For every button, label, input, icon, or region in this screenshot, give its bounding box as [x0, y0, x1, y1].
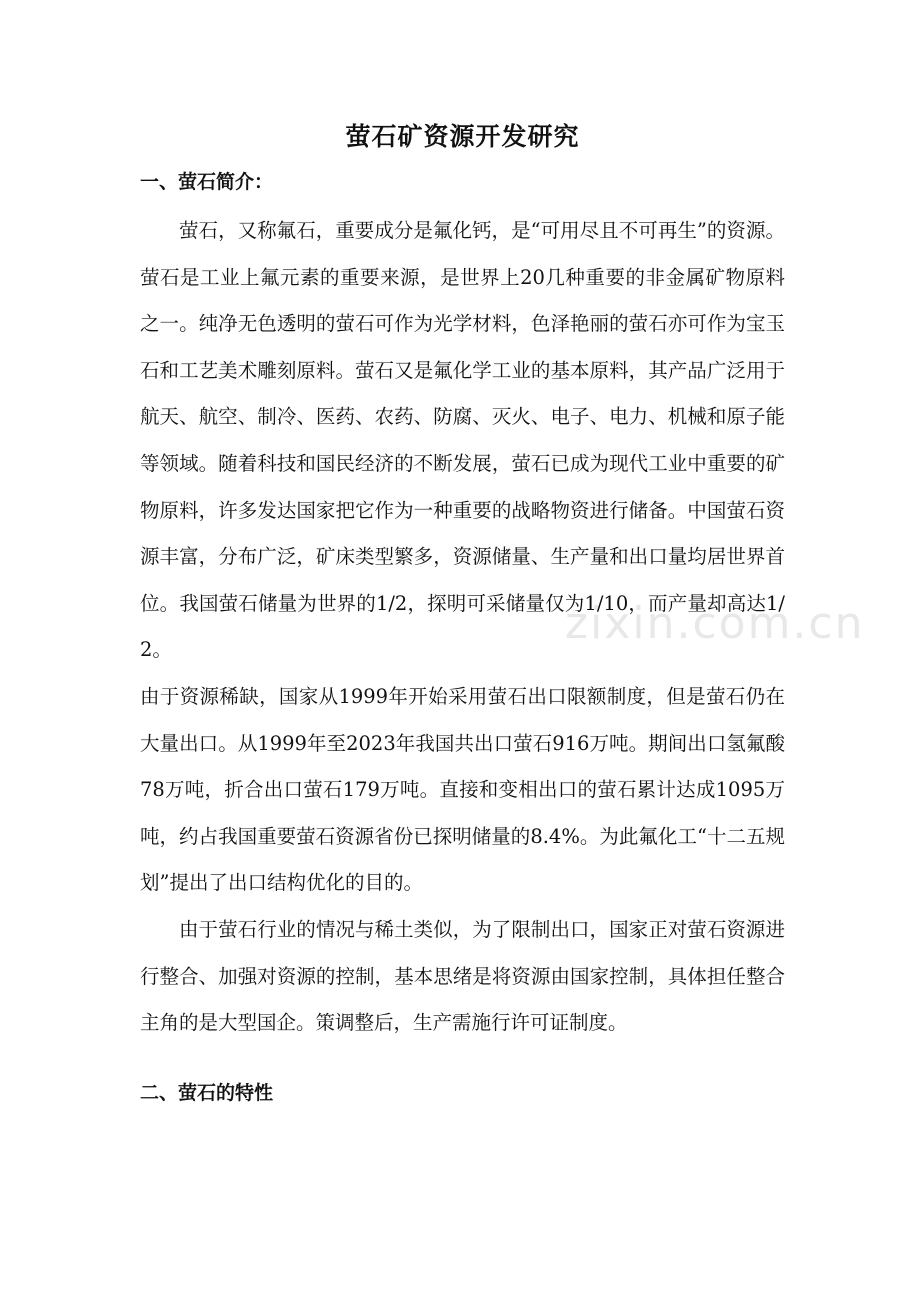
- paragraph-resource-integration: 由于萤石行业的情况与稀土类似，为了限制出口，国家正对萤石资源进行整合、加强对资源的控制，基本思绪是将资源由国家控制，具体担任整合主角的是大型国企。策调整后，生产需施行许可证制度。: [140, 917, 785, 1035]
- section-spacer: [140, 1047, 785, 1079]
- paragraph-intro: 萤石，又称氟石，重要成分是氟化钙，是“可用尽且不可再生”的资源。萤石是工业上氟元素的重要来源，是世界上20几种重要的非金属矿物原料之一。纯净无色透明的萤石可作为光学材料，色泽艳丽的萤石亦可作为宝玉石和工艺美术雕刻原料。萤石又是氟化学工业的基本原料，其产品广泛用于航天、航空、制冷、医药、农药、防腐、灭火、电子、电力、机械和原子能等领域。随着科技和国民经济的不断发展，萤石已成为现代工业中重要的矿物原料，许多发达国家把它作为一种重要的战略物资进行储备。中国萤石资源丰富，分布广泛，矿床类型繁多，资源储量、生产量和出口量均居世界首位。我国萤石储量为世界的1/2，探明可采储量仅为1/10，而产量却高达1/2。: [140, 219, 785, 662]
- document-title: 萤石矿资源开发研究: [345, 122, 580, 151]
- paragraph-export-quota: 由于资源稀缺，国家从1999年开始采用萤石出口限额制度，但是萤石仍在大量出口。从1999年至2023年我国共出口萤石916万吨。期间出口氢氟酸78万吨，折合出口萤石179万吨。直接和变相出口的萤石累计达成1095万吨，约占我国重要萤石资源省份已探明储量的8.4%。为此氟化工“十二五规划”提出了出口结构优化的目的。: [140, 684, 785, 895]
- document-body: [140, 118, 785, 1119]
- section-heading-intro: 一、萤石简介：: [140, 171, 274, 193]
- section-heading-properties: 二、萤石的特性: [140, 1081, 274, 1104]
- watermark: zixin.com.cn: [565, 598, 865, 649]
